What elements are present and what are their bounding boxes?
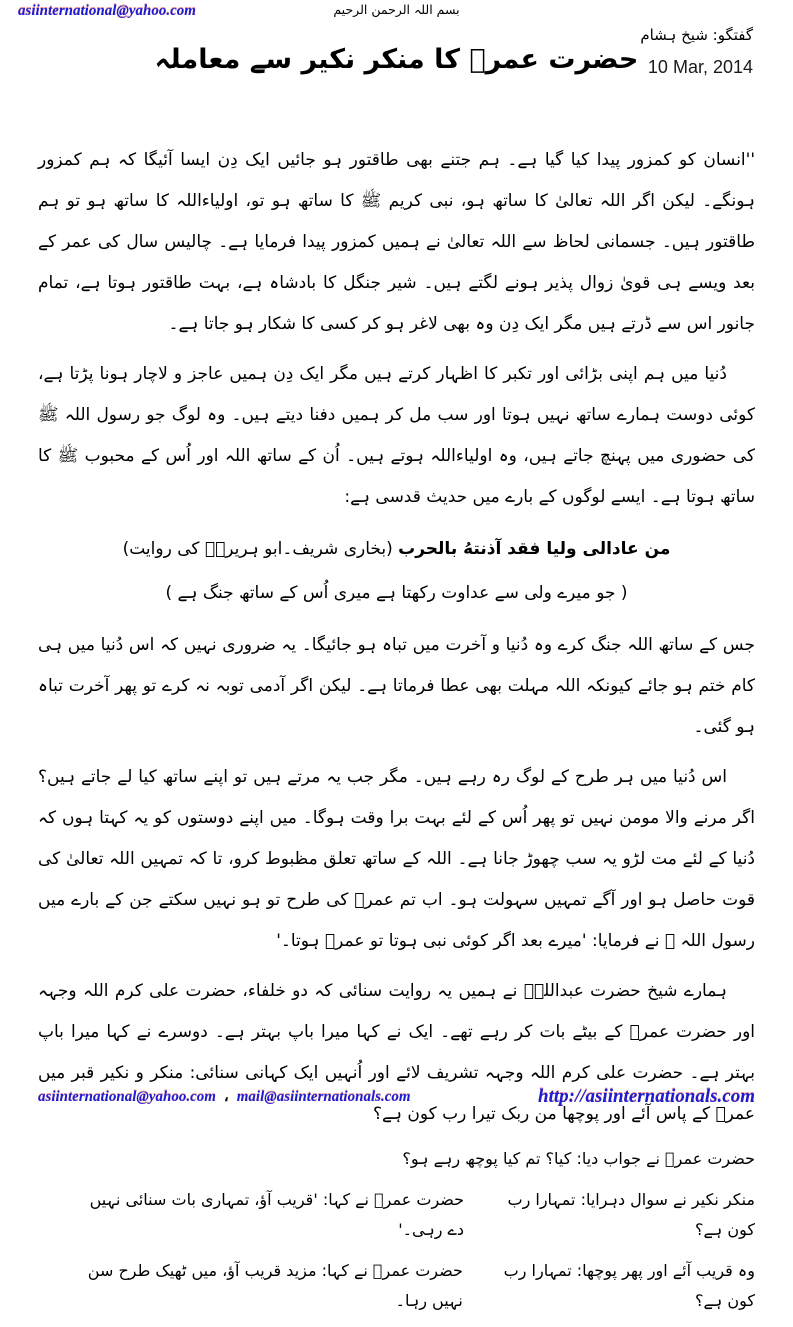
date-text: 10 Mar, 2014 [647,57,753,77]
dialogue-question: منکر نکیر نے سوال دہرایا: تمہارا رب کون ہے؟ [507,1190,755,1239]
paragraph-5: ہمارے شیخ حضرت عبداللہؒ نے ہمیں یہ روایت سنائی کہ دو خلفاء، حضرت علی کرم اللہ وجہہ اور حضرت عمرؓ کے بیٹے بات کر رہے تھے۔ ایک نے کہا میرا باپ بہتر ہے۔ دوسرے نے کہا میرا باپ بہتر ہے۔ حضرت علی کرم اللہ وجہہ تشریف لائے اور اُنہیں ایک کہانی سنائی: منکر و نکیر قبر میں عمرؓ کے پاس آئے اور پوچھا من ربک تیرا رب کون ہے؟ [38,981,755,1124]
paragraph-4: اس دُنیا میں ہر طرح کے لوگ رہ رہے ہیں۔ مگر جب یہ مرتے ہیں تو اپنے ساتھ کیا لے جاتے ہیں؟ اگر مرنے والا مومن نہیں تو پھر اُس کے لئے بہت برا وقت ہوگا۔ میں اپنے دوستوں کو یہ کہتا ہوں کہ دُنیا کے لئے مت لڑو یہ سب چھوڑ جانا ہے۔ اللہ کے ساتھ تعلق مظبوط کرو، تا کہ تمہیں اللہ تعالیٰ کی قوت حاصل ہو اور آگے تمہیں سہولت ہو۔ اب تم عمرؓ کی طرح تو ہو نہیں سکتے جن کے بارے میں رسول اللہ ﷺ نے فرمایا: 'میرے بعد اگر کوئی نبی ہوتا تو عمرؓ ہوتا۔' [38,767,755,951]
dialogue-row-2 [38,1185,755,1245]
hadith-source-text: (بخاری شریف۔ابو ہریرہؓ کی روایت) [122,539,393,559]
dialogue-section [38,1144,755,1316]
hadith-arabic-text: من عادالی ولیا فقد آذنتهُ بالحرب [398,539,671,559]
paragraph-3: جس کے ساتھ اللہ جنگ کرے وہ دُنیا و آخرت میں تباہ ہو جائیگا۔ یہ ضروری نہیں کہ اس دُنیا میں ہی کام ختم ہو جائے کیونکہ اللہ مہلت بھی عطا فرماتا ہے۔ لیکن اگر آدمی توبہ نہ کرے تو پھر آخرت تباہ ہو گئی۔ [38,635,755,737]
dialogue-answer [38,1144,78,1174]
speaker-line: گفتگو: شیخ ہشام [640,26,753,44]
footer-separator: ، [223,1089,229,1105]
footer-contacts [38,1087,411,1106]
header-email-link[interactable]: asiinternational@yahoo.com [18,3,196,19]
footer-website-link[interactable]: http://asiinternationals.com [538,1086,755,1107]
hadith-line [38,527,755,571]
dialogue-question: وہ قریب آئے اور پھر پوچھا: تمہارا رب کون ہے؟ [503,1261,755,1310]
dialogue-question: حضرت عمرؓ نے جواب دیا: کیا؟ تم کیا پوچھ رہے ہو؟ [402,1149,755,1168]
paragraph-1: ''انسان کو کمزور پیدا کیا گیا ہے۔ ہم جتنے بھی طاقتور ہو جائیں ایک دِن ایسا آئیگا کہ ہم کمزور ہونگے۔ لیکن اگر اللہ تعالیٰ کا ساتھ ہو، نبی کریم ﷺ کا ساتھ ہو تو، اولیاءاللہ کا ساتھ ہو تو ہم طاقتور ہیں۔ جسمانی لحاظ سے اللہ تعالیٰ نے ہمیں کمزور پیدا فرمایا ہے۔ چالیس سال کی عمر کے بعد ویسے ہی قویٰ زوال پذیر ہونے لگتے ہیں۔ شیر جنگل کا بادشاہ ہے، بہت طاقتور ہوتا ہے، تمام جانور اس سے ڈرتے ہیں مگر ایک دِن وہ بھی لاغر ہو کر کسی کا شکار ہو جاتا ہے۔ [38,150,755,334]
dialogue-answer: حضرت عمرؓ نے کہا: مزید قریب آؤ، میں ٹھیک طرح سن نہیں رہا۔ [87,1261,463,1310]
paragraph-2: دُنیا میں ہم اپنی بڑائی اور تکبر کا اظہار کرتے ہیں مگر ایک دِن ہمیں عاجز و لاچار ہونا پڑتا ہے، کوئی دوست ہمارے ساتھ نہیں ہوتا اور سب مل کر ہمیں دفنا دیتے ہیں۔ وہ لوگ جو رسول اللہ ﷺ کی حضوری میں پہنچ جاتے ہیں، وہ اولیاءاللہ ہوتے ہیں۔ اُن کے ساتھ اللہ اور اُس کے محبوب ﷺ کا ساتھ ہوتا ہے۔ ایسے لوگوں کے بارے میں حدیث قدسی ہے: [38,364,755,507]
dialogue-row-3 [38,1256,755,1316]
footer-mail-link[interactable]: mail@asiinternationals.com [236,1089,411,1105]
hadith-translation: ( جو میرے ولی سے عداوت رکھتا ہے میری اُس کے ساتھ جنگ ہے ) [165,583,628,603]
bismillah-text: بسم اللہ الرحمن الرحیم [333,2,460,17]
footer-email-link[interactable]: asiinternational@yahoo.com [38,1089,216,1105]
article-body [38,140,755,1327]
dialogue-row-1 [38,1144,755,1174]
page-title: حضرت عمرؓ کا منکر نکیر سے معاملہ [154,44,639,75]
dialogue-answer: حضرت عمرؓ نے کہا: 'قریب آؤ، تمہاری بات سنائی نہیں دے رہی۔' [89,1190,465,1239]
